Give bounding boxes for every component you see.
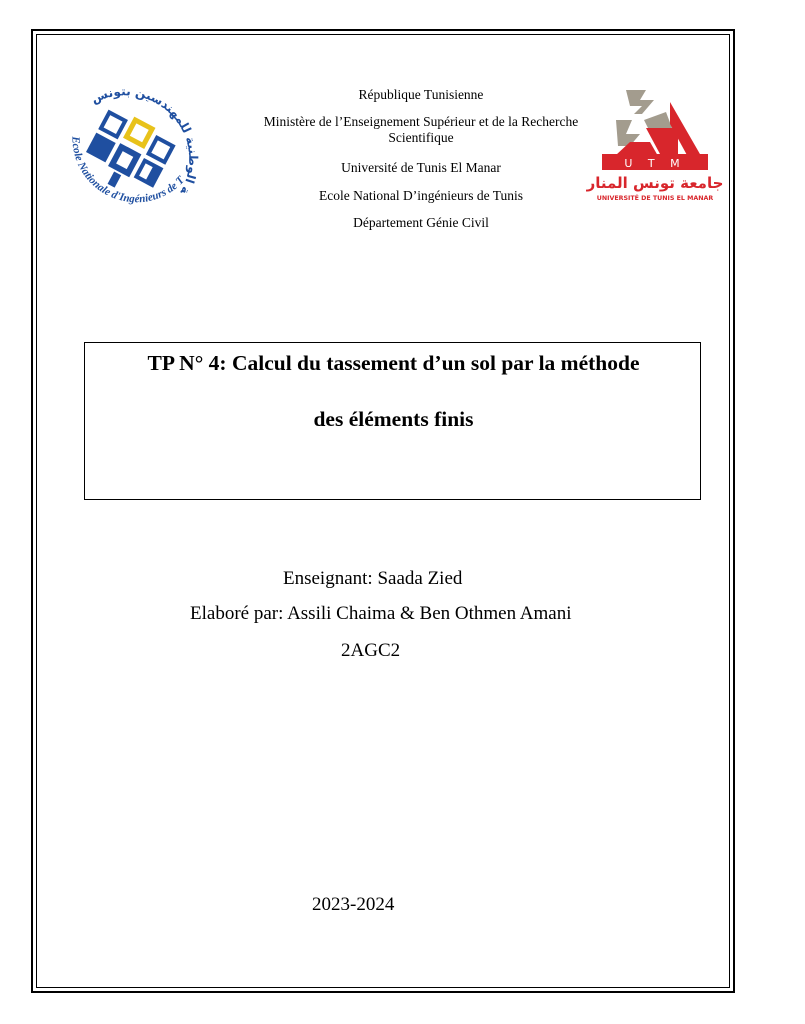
header-country: République Tunisienne — [358, 87, 484, 102]
class-line: 2AGC2 — [341, 640, 401, 661]
svg-text:المدرسة الوطنية للمهندسين بتون: المدرسة الوطنية للمهندسين بتونس — [89, 84, 201, 198]
authors-line: Elaboré par: Assili Chaima & Ben Othmen Amani — [190, 603, 572, 624]
header-university: Université de Tunis El Manar — [341, 160, 501, 175]
header-school: Ecole National D’ingénieurs de Tunis — [319, 188, 523, 203]
header-department: Département Génie Civil — [353, 215, 489, 230]
svg-text:Ecole Nationale d'Ingénieurs d: Ecole Nationale d'Ingénieurs de Tunis — [69, 136, 187, 206]
utm-letters: U T M — [624, 157, 686, 170]
utm-arabic-name: جامعة تونس المنار — [586, 174, 724, 192]
utm-logo-graphic — [586, 84, 724, 204]
header-ministry-text: Ministère de l’Enseignement Supérieur et de la Recherche Scientifique — [263, 114, 579, 145]
title-line-2: des éléments finis — [313, 407, 474, 431]
title-box — [84, 342, 701, 500]
utm-subtitle: UNIVERSITÉ DE TUNIS EL MANAR — [596, 195, 714, 202]
academic-year: 2023-2024 — [312, 894, 395, 915]
utm-logo — [586, 84, 724, 204]
enit-logo — [52, 82, 204, 227]
teacher-line: Enseignant: Saada Zied — [283, 568, 463, 589]
title-line-1: TP N° 4: Calcul du tassement d’un sol par la méthode — [147, 351, 640, 375]
enit-logo-graphic — [52, 82, 204, 227]
